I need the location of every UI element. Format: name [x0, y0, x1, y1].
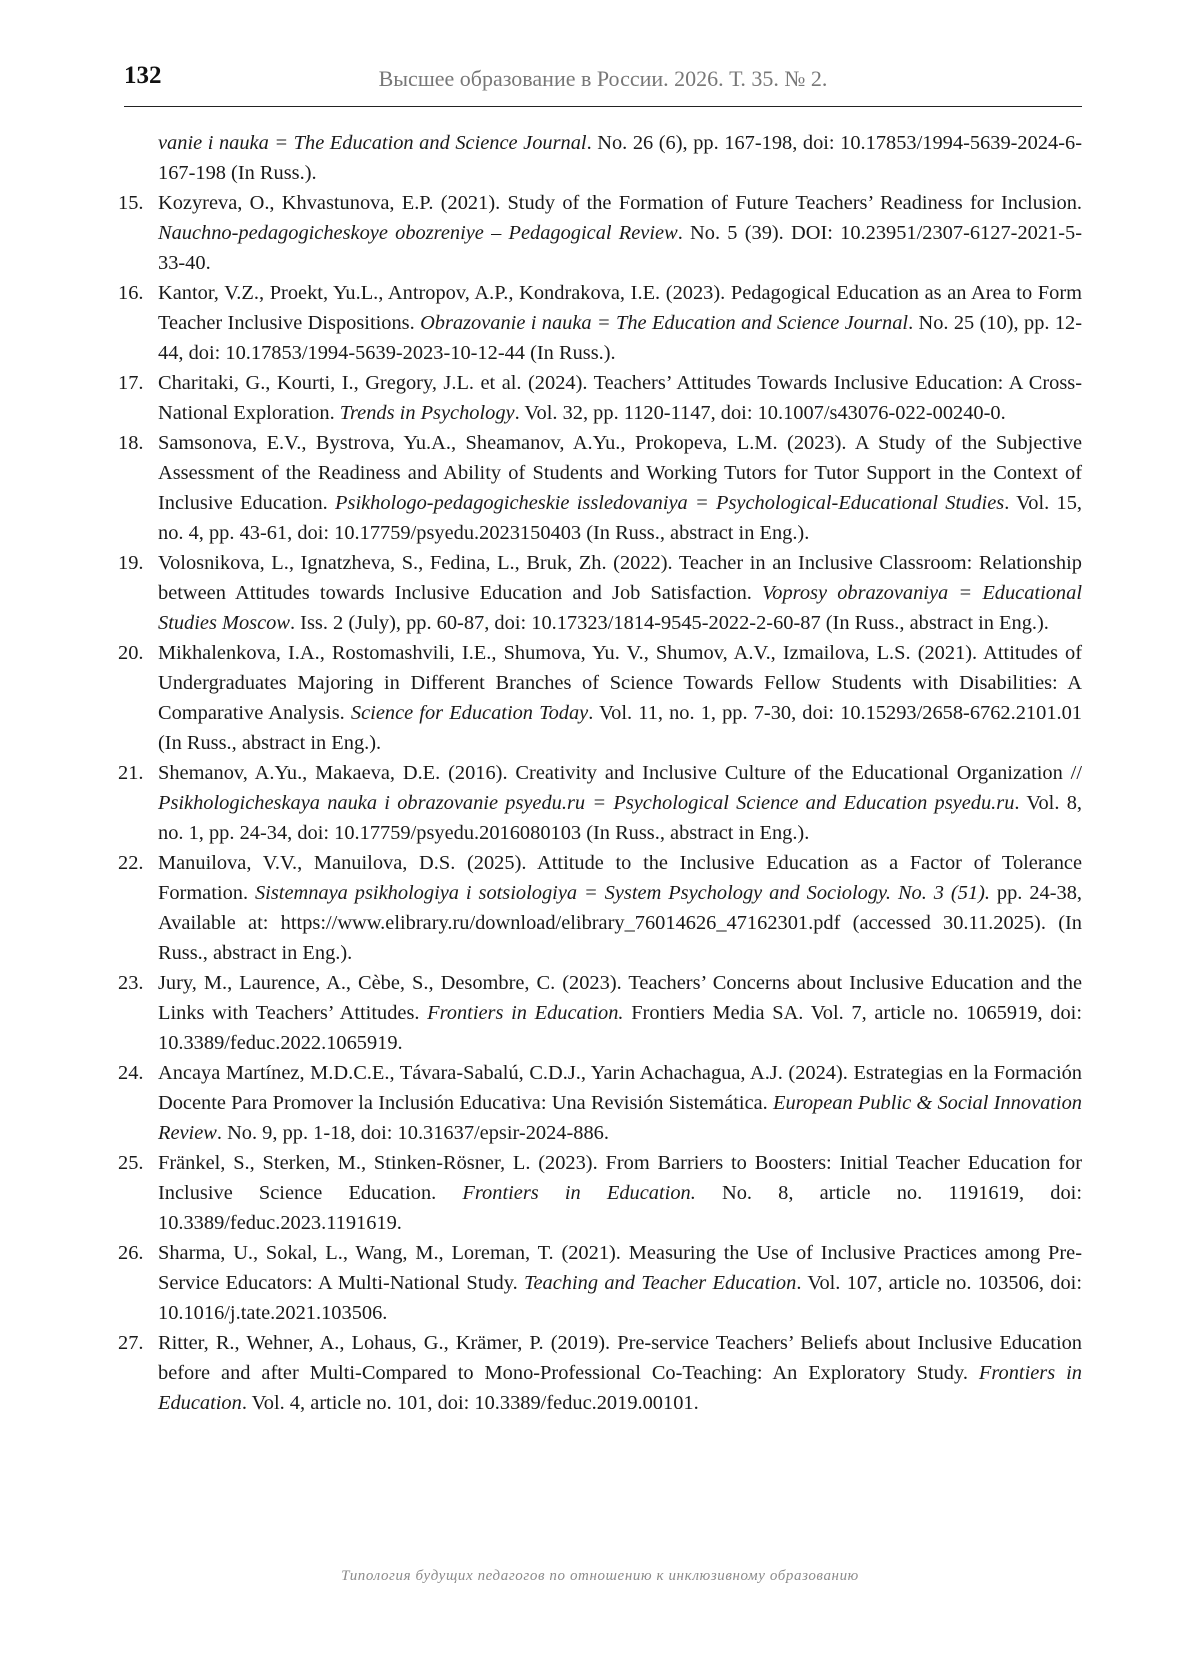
reference-item: [118, 128, 1082, 188]
reference-text: Kozyreva, O., Khvastunova, E.P. (2021). Study of the Formation of Future Teachers’ Readiness for Inclusion.: [158, 192, 1082, 214]
reference-text: Ritter, R., Wehner, A., Lohaus, G., Krämer, P. (2019). Pre-service Teachers’ Beliefs about Inclusive Education before and after Multi-Compared to Mono-Professional Co-Teaching: An Exploratory Study.: [158, 1332, 1082, 1384]
reference-number: 15.: [118, 192, 144, 214]
reference-text: . No. 5 (39). DOI: 10.23951/2307-6127-2021-5-33-40.: [158, 222, 1082, 274]
reference-text: No. 8, article no. 1191619, doi: 10.3389/feduc.2023.1191619.: [158, 1182, 1082, 1234]
reference-text: Manuilova, V.V., Manuilova, D.S. (2025). Attitude to the Inclusive Education as a Factor of Tolerance Formation.: [158, 852, 1082, 904]
reference-item: [118, 1238, 1082, 1328]
reference-text: . Vol. 8, no. 1, pp. 24-34, doi: 10.17759/psyedu.2016080103 (In Russ., abstract in Eng.).: [158, 792, 1082, 844]
reference-source-title: Teaching and Teacher Education: [524, 1272, 797, 1294]
reference-number: 23.: [118, 972, 144, 994]
reference-source-title: Sistemnaya psikhologiya i sotsiologiya = System Psychology and Sociology. No. 3 (51).: [254, 882, 990, 904]
reference-item: [118, 278, 1082, 368]
reference-source-title: Psikhologicheskaya nauka i obrazovanie psyedu.ru = Psychological Science and Education psyedu.ru: [158, 792, 1015, 814]
reference-text: Charitaki, G., Kourti, I., Gregory, J.L. et al. (2024). Teachers’ Attitudes Towards Inclusive Education: A Cross-National Exploration.: [158, 372, 1082, 424]
reference-text: . Vol. 107, article no. 103506, doi: 10.1016/j.tate.2021.103506.: [158, 1272, 1083, 1324]
reference-text: Fränkel, S., Sterken, M., Stinken-Rösner, L. (2023). From Barriers to Boosters: Initial Teacher Education for Inclusive Science Education.: [158, 1152, 1082, 1204]
reference-text: . Iss. 2 (July), pp. 60-87, doi: 10.17323/1814-9545-2022-2-60-87 (In Russ., abstract in Eng.).: [289, 612, 1049, 634]
reference-item: [118, 188, 1082, 278]
reference-text: Mikhalenkova, I.A., Rostomashvili, I.E., Shumova, Yu. V., Shumov, A.V., Izmailova, L.S. (2021). Attitudes of Undergraduates Majoring in Different Branches of Science Towards Fellow Students with Disabilities: A Comparative Analysis.: [158, 642, 1082, 724]
reference-item: [118, 1058, 1082, 1148]
running-head: Высшее образование в России. 2026. Т. 35. № 2.: [378, 66, 828, 91]
reference-text: . No. 9, pp. 1-18, doi: 10.31637/epsir-2024-886.: [216, 1122, 609, 1144]
reference-item: [118, 968, 1082, 1058]
reference-text: Jury, M., Laurence, A., Cèbe, S., Desombre, C. (2023). Teachers’ Concerns about Inclusive Education and the Links with Teachers’ Attitudes.: [158, 972, 1082, 1024]
reference-source-title: Nauchno-pedagogicheskoye obozreniye – Pedagogical Review: [158, 222, 678, 244]
page-header: [124, 58, 1082, 107]
reference-number: 20.: [118, 642, 144, 664]
reference-number: 24.: [118, 1062, 144, 1084]
reference-number: 27.: [118, 1332, 144, 1354]
reference-text: Shemanov, A.Yu., Makaeva, D.E. (2016). Creativity and Inclusive Culture of the Educational Organization //: [158, 762, 1082, 784]
reference-text: . Vol. 32, pp. 1120-1147, doi: 10.1007/s43076-022-00240-0.: [514, 402, 1006, 424]
reference-source-title: Trends in Psychology: [339, 402, 515, 424]
reference-text: Ancaya Martínez, M.D.C.E., Távara-Sabalú, C.D.J., Yarin Achachagua, A.J. (2024). Estrategias en la Formación Docente Para Promover la Inclusión Educativa: Una Revisión Sistemática.: [158, 1062, 1082, 1114]
reference-text: Frontiers Media SA. Vol. 7, article no. 1065919, doi: 10.3389/feduc.2022.1065919.: [158, 1002, 1082, 1054]
page-number: 132: [124, 62, 162, 89]
reference-item: [118, 1328, 1082, 1418]
reference-number: 25.: [118, 1152, 144, 1174]
reference-item: [118, 1148, 1082, 1238]
reference-number: 16.: [118, 282, 144, 304]
reference-source-title: European Public & Social Innovation Review: [158, 1092, 1082, 1144]
reference-text: . No. 25 (10), pp. 12-44, doi: 10.17853/1994-5639-2023-10-12-44 (In Russ.).: [158, 312, 1083, 364]
reference-source-title: Science for Education Today: [350, 702, 589, 724]
reference-text: Volosnikova, L., Ignatzheva, S., Fedina, L., Bruk, Zh. (2022). Teacher in an Inclusive Classroom: Relationship between Attitudes towards Inclusive Education and Job Satisfaction.: [158, 552, 1082, 604]
reference-item: [118, 548, 1082, 638]
reference-text: pp. 24-38, Available at: https://www.elibrary.ru/download/elibrary_76014626_47162301.pdf (accessed 30.11.2025). (In Russ., abstract in Eng.).: [158, 882, 1082, 964]
reference-source-title: Obrazovanie i nauka = The Education and Science Journal: [420, 312, 909, 334]
reference-item: [118, 848, 1082, 968]
reference-item: [118, 638, 1082, 758]
reference-text: . Vol. 15, no. 4, pp. 43-61, doi: 10.17759/psyedu.2023150403 (In Russ., abstract in Eng.).: [158, 492, 1082, 544]
reference-text: . Vol. 11, no. 1, pp. 7-30, doi: 10.15293/2658-6762.2101.01 (In Russ., abstract in Eng.).: [158, 702, 1082, 754]
reference-number: 22.: [118, 852, 144, 874]
reference-text: Sharma, U., Sokal, L., Wang, M., Loreman, T. (2021). Measuring the Use of Inclusive Practices among Pre-Service Educators: A Multi-National Study.: [158, 1242, 1082, 1294]
reference-text: Kantor, V.Z., Proekt, Yu.L., Antropov, A.P., Kondrakova, I.E. (2023). Pedagogical Education as an Area to Form Teacher Inclusive Dispositions.: [158, 282, 1082, 334]
reference-text: . No. 26 (6), pp. 167-198, doi: 10.17853/1994-5639-2024-6-167-198 (In Russ.).: [158, 132, 1082, 184]
reference-list: [118, 128, 1082, 1418]
reference-source-title: Frontiers in Education.: [427, 1002, 624, 1024]
reference-number: 19.: [118, 552, 144, 574]
reference-source-title: Frontiers in Education: [158, 1362, 1082, 1414]
reference-text: Samsonova, E.V., Bystrova, Yu.A., Sheamanov, A.Yu., Prokopeva, L.M. (2023). A Study of the Subjective Assessment of the Readiness and Ability of Students and Working Tutors for Tutor Support in the Context of Inclusive Education.: [158, 432, 1082, 514]
reference-item: [118, 428, 1082, 548]
page-footer: Типология будущих педагогов по отношению к инклюзивному образованию: [341, 1568, 859, 1584]
reference-number: 21.: [118, 762, 144, 784]
reference-number: 18.: [118, 432, 144, 454]
reference-source-title: Frontiers in Education.: [462, 1182, 696, 1204]
reference-item: [118, 368, 1082, 428]
reference-number: 17.: [118, 372, 144, 394]
reference-source-title: vanie i nauka = The Education and Science Journal: [158, 132, 587, 154]
reference-text: . Vol. 4, article no. 101, doi: 10.3389/feduc.2019.00101.: [241, 1392, 699, 1414]
reference-number: 26.: [118, 1242, 144, 1264]
reference-source-title: Voprosy obrazovaniya = Educational Studies Moscow: [158, 582, 1082, 634]
reference-item: [118, 758, 1082, 848]
reference-source-title: Psikhologo-pedagogicheskie issledovaniya = Psychological-Educational Studies: [335, 492, 1005, 514]
